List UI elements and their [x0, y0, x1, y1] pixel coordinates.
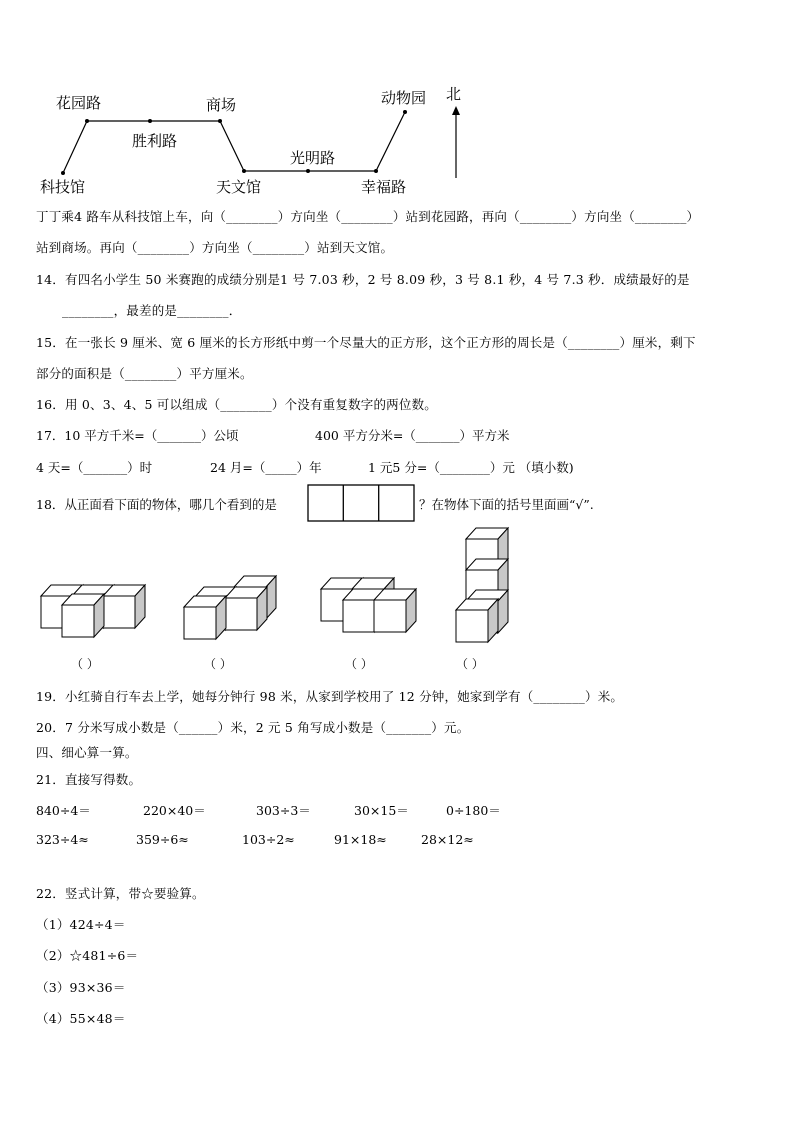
cube-figure-3 — [321, 578, 416, 632]
label-bei: 北 — [446, 85, 462, 103]
q17-c: 4 天=（_______）时 — [36, 460, 153, 475]
cube-figure-1 — [41, 585, 145, 637]
stop-dongwuyuan — [403, 110, 407, 114]
q13-line1: 丁丁乘4 路车从科技馆上车，向（________）方向坐（________）站到花园路，再向（________）方向坐（________） — [36, 209, 700, 224]
calc-1-2: 220×40＝ — [143, 803, 206, 818]
answer-paren-3[interactable]: （ ） — [345, 657, 373, 671]
calc-2-1: 323÷4≈ — [36, 832, 89, 847]
label-guangming: 光明路 — [290, 149, 336, 167]
q18-text: 18．从正面看下面的物体，哪几个看到的是 — [36, 497, 277, 512]
stop-huayuan — [85, 119, 89, 123]
section-4-heading: 四、细心算一算。 — [36, 745, 138, 760]
stop-shengli — [148, 119, 152, 123]
q18-text-after: ？在物体下面的括号里面画“√”. — [419, 497, 594, 512]
q22-item-4: （4）55×48＝ — [36, 1011, 126, 1026]
calc-2-5: 28×12≈ — [421, 832, 474, 847]
q22-title: 22．竖式计算，带☆要验算。 — [36, 886, 205, 901]
q17-d: 24 月=（_____）年 — [210, 460, 322, 475]
label-tianwen: 天文馆 — [216, 178, 262, 196]
label-shengli: 胜利路 — [132, 132, 178, 150]
q14-line1: 14．有四名小学生 50 米赛跑的成绩分别是1 号 7.03 秒，2 号 8.09 秒，3 号 8.1 秒，4 号 7.3 秒．成绩最好的是 — [36, 272, 690, 287]
q22-item-3: （3）93×36＝ — [36, 980, 126, 995]
calc-1-5: 0÷180＝ — [446, 803, 501, 818]
q20: 20．7 分米写成小数是（______）米，2 元 5 角写成小数是（_______）元。 — [36, 720, 470, 735]
answer-paren-2[interactable]: （ ） — [204, 657, 232, 671]
q22-item-1: （1）424÷4＝ — [36, 917, 126, 932]
calc-2-2: 359÷6≈ — [136, 832, 189, 847]
q21-title: 21．直接写得数。 — [36, 772, 142, 787]
stop-guangming — [306, 169, 310, 173]
north-arrow-head — [452, 106, 460, 115]
label-shangchang: 商场 — [206, 96, 237, 114]
cube-figures — [0, 525, 794, 655]
cube-figure-4 — [456, 528, 508, 642]
q13-line2: 站到商场。再向（________）方向坐（________）站到天文馆。 — [36, 240, 394, 255]
q17-e: 1 元5 分=（________）元 （填小数) — [368, 460, 574, 475]
q16: 16．用 0、3、4、5 可以组成（________）个没有重复数字的两位数。 — [36, 397, 437, 412]
cube-figure-2 — [184, 576, 276, 639]
q22-item-2: （2）☆481÷6＝ — [36, 948, 139, 963]
stop-tianwen — [242, 169, 246, 173]
label-keji: 科技馆 — [40, 178, 86, 196]
q15-line2: 部分的面积是（________）平方厘米。 — [36, 366, 253, 381]
calc-1-1: 840÷4＝ — [36, 803, 91, 818]
calc-1-4: 30×15＝ — [354, 803, 409, 818]
route-line — [63, 112, 405, 173]
q19: 19．小红骑自行车去上学，她每分钟行 98 米，从家到学校用了 12 分钟，她家到学有（________）米。 — [36, 689, 624, 704]
calc-1-3: 303÷3＝ — [256, 803, 311, 818]
stop-xingfu — [374, 169, 378, 173]
label-dongwuyuan: 动物园 — [381, 89, 427, 107]
q17-b: 400 平方分米=（_______）平方米 — [315, 428, 510, 443]
calc-2-3: 103÷2≈ — [242, 832, 295, 847]
answer-paren-1[interactable]: （ ） — [71, 657, 99, 671]
q15-line1: 15．在一张长 9 厘米、宽 6 厘米的长方形纸中剪一个尽量大的正方形，这个正方形的周长是（________）厘米，剩下 — [36, 335, 696, 350]
q17-a: 17．10 平方千米=（_______）公顷 — [36, 428, 239, 443]
stop-shangchang — [218, 119, 222, 123]
label-xingfu: 幸福路 — [361, 178, 407, 196]
three-squares-figure — [307, 484, 417, 524]
answer-paren-4[interactable]: （ ） — [456, 657, 484, 671]
stop-keji — [61, 171, 65, 175]
q14-line2: ________，最差的是________． — [62, 303, 242, 318]
label-huayuan: 花园路 — [56, 94, 102, 112]
calc-2-4: 91×18≈ — [334, 832, 387, 847]
